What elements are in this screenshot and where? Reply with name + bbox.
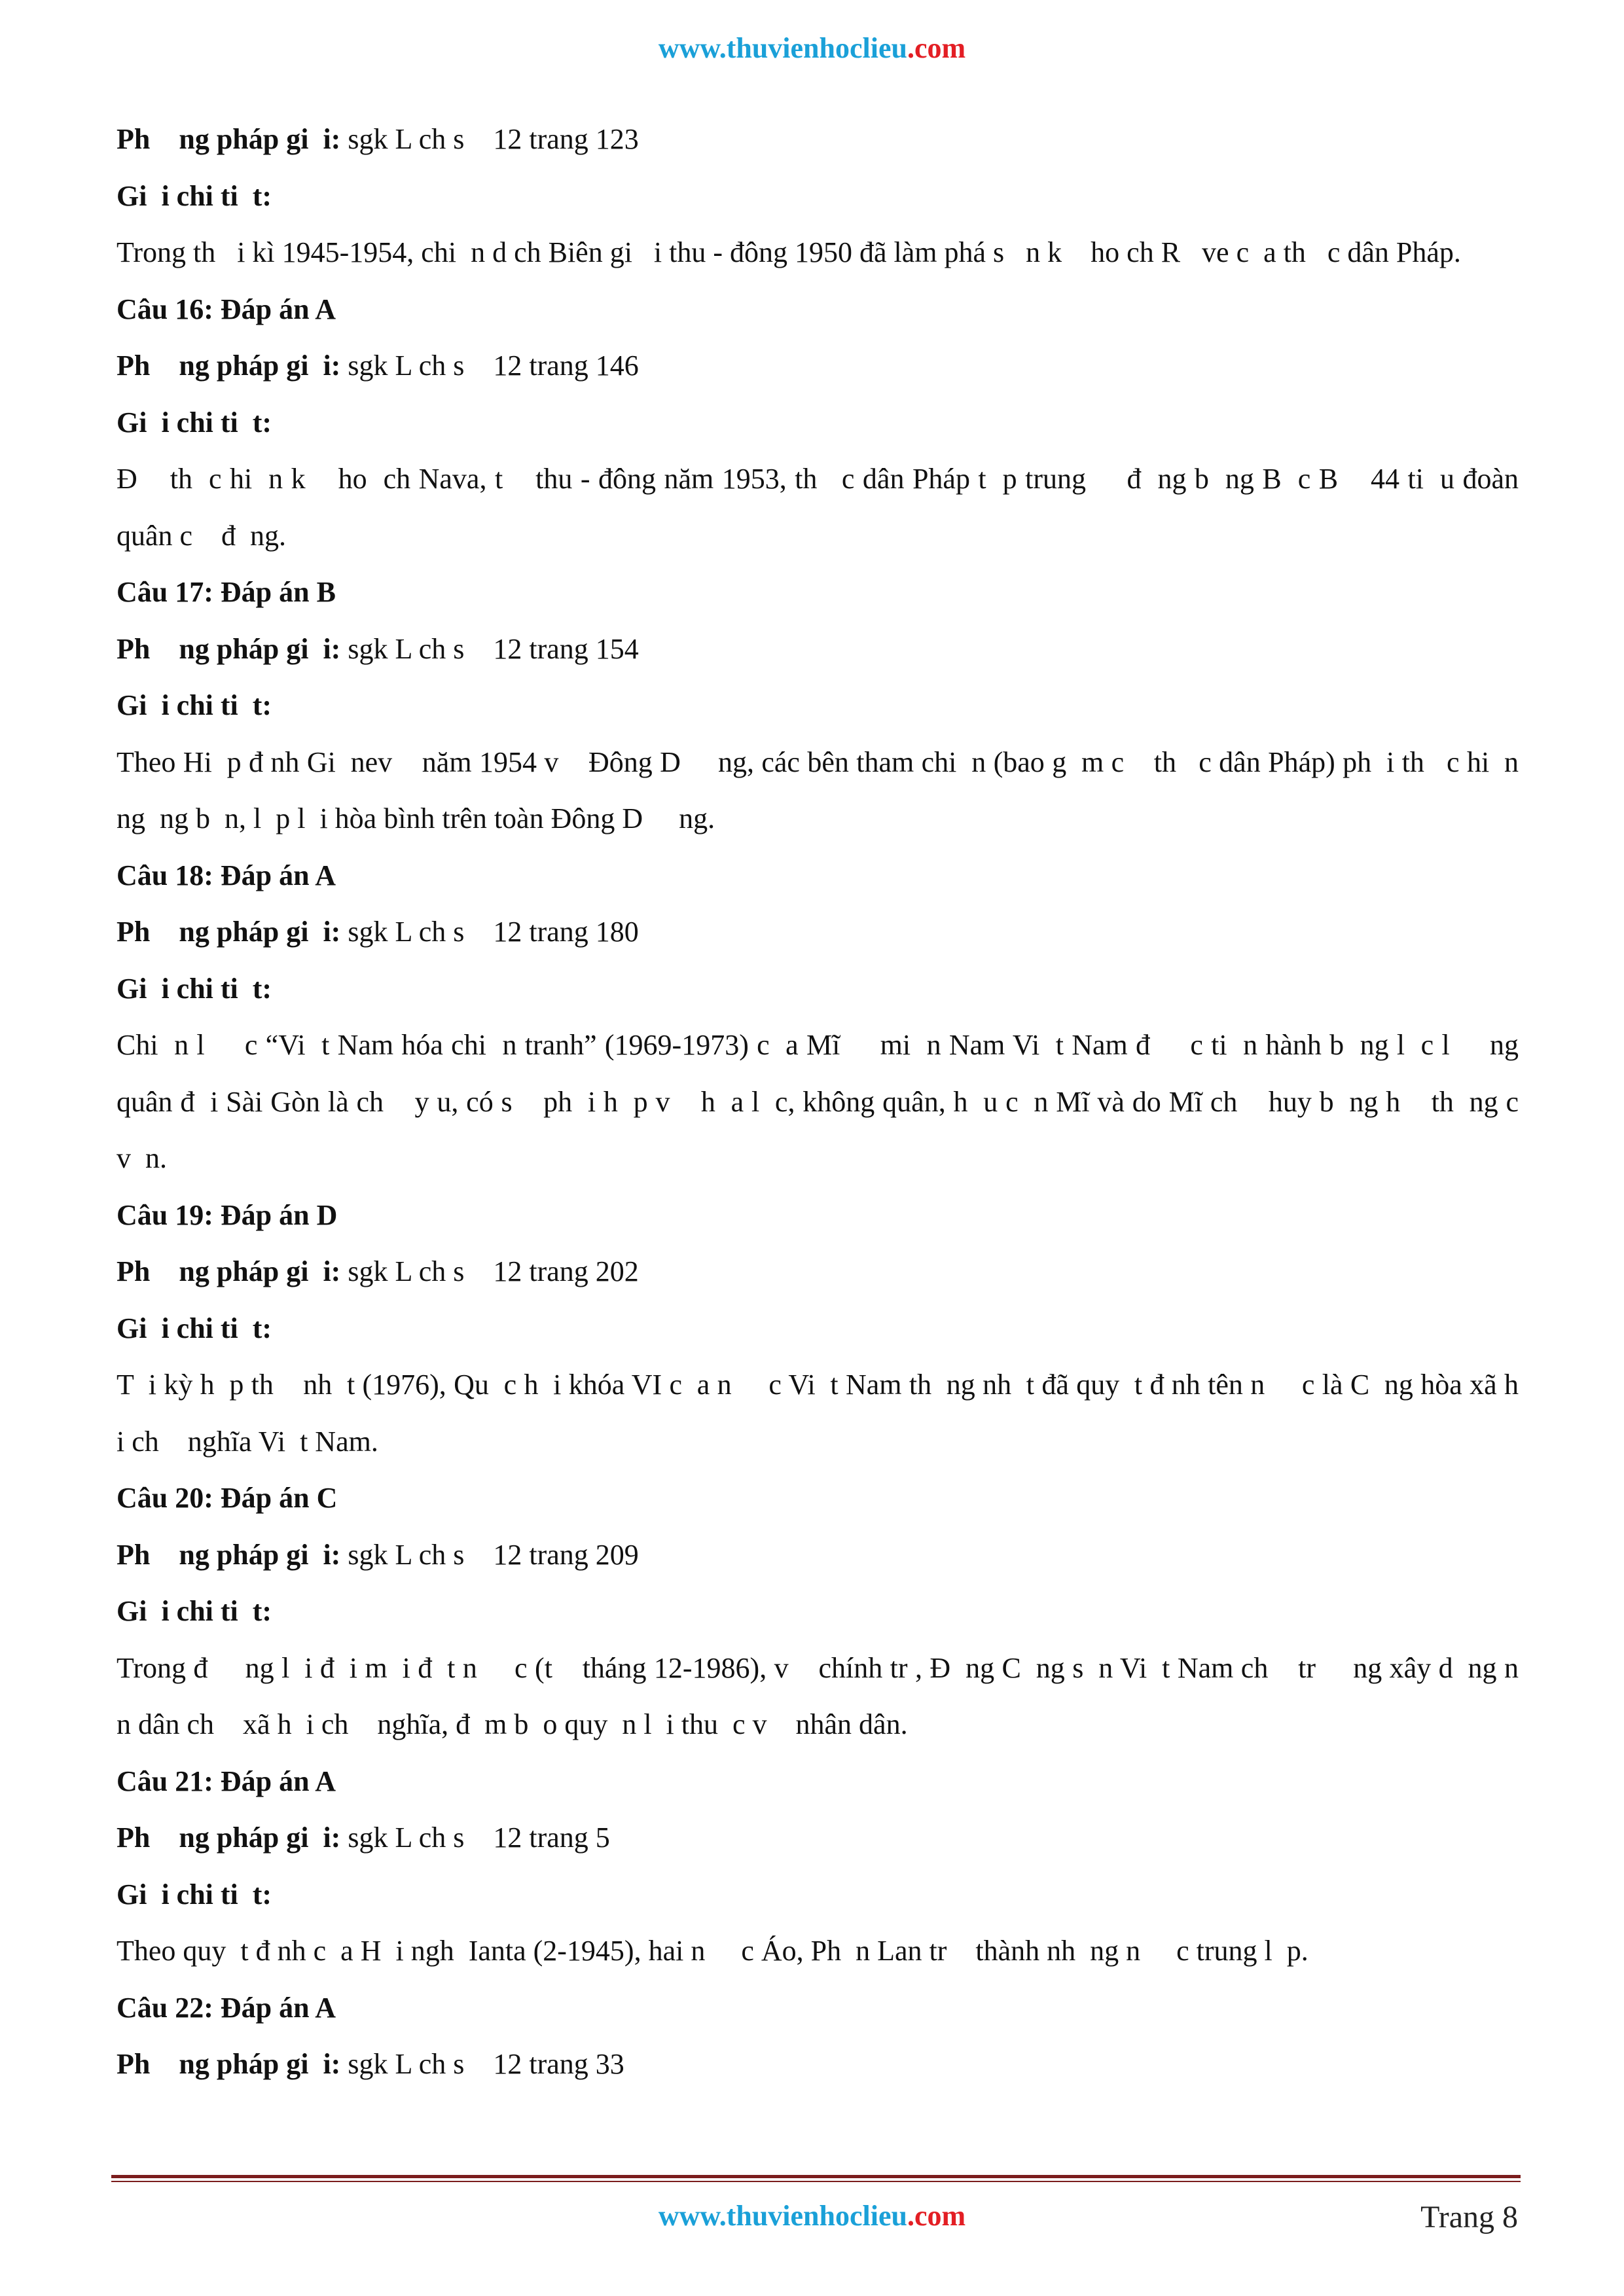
method-label: Ph ng pháp gi i:: [117, 632, 341, 665]
method-reference: sgk L ch s 12 trang 209: [340, 1538, 639, 1571]
method-label: Ph ng pháp gi i:: [117, 1538, 341, 1571]
question-answer-heading: Câu 19: Đáp án D: [117, 1198, 338, 1231]
question-answer-heading: Câu 17: Đáp án B: [117, 576, 336, 608]
method-line: [117, 338, 1519, 395]
question-answer-heading: Câu 18: Đáp án A: [117, 859, 336, 891]
header-link[interactable]: [659, 32, 965, 64]
question-answer-heading: Câu 20: Đáp án C: [117, 1482, 338, 1514]
detail-heading: Gi i chi ti t:: [117, 406, 272, 439]
question-answer-heading: Câu 22: Đáp án A: [117, 1991, 336, 2024]
page-number: Trang 8: [1420, 2200, 1518, 2234]
header-site-name: www.thuvienhoclieu: [658, 32, 907, 64]
answer-explanation: Đ th c hi n k ho ch Nava, t thu - đông năm 1953, th c dân Pháp t p trung đ ng b ng B c B 44 ti u đoàn quân c đ ng.: [117, 463, 1526, 552]
method-reference: sgk L ch s 12 trang 154: [340, 632, 639, 665]
method-line: [117, 1810, 1519, 1867]
method-reference: sgk L ch s 12 trang 180: [340, 916, 639, 948]
page-header: [0, 31, 1624, 65]
method-reference: sgk L ch s 12 trang 202: [340, 1255, 639, 1287]
question-answer-heading: Câu 16: Đáp án A: [117, 293, 336, 325]
method-line: [117, 111, 1519, 168]
answer-explanation: Theo quy t đ nh c a H i ngh Ianta (2-1945), hai n c Áo, Ph n Lan tr thành nh ng n c trung l p.: [117, 1935, 1308, 1967]
detail-heading: Gi i chi ti t:: [117, 1595, 272, 1627]
method-label: Ph ng pháp gi i:: [117, 350, 341, 382]
method-line: [117, 1244, 1519, 1300]
answer-explanation: Chi n l c “Vi t Nam hóa chi n tranh” (1969-1973) c a Mĩ mi n Nam Vi t Nam đ c ti n hành b ng l c l ng quân đ i Sài Gòn là ch y u, có s ph i h p v h a l c, không quân, h u c n Mĩ và do Mĩ ch huy b ng h th ng c v n.: [117, 1029, 1547, 1174]
method-line: [117, 2036, 1519, 2093]
header-site-tld: .com: [907, 32, 966, 64]
document-body: [117, 111, 1547, 2093]
method-label: Ph ng pháp gi i:: [117, 1255, 341, 1287]
method-label: Ph ng pháp gi i:: [117, 123, 341, 155]
answer-explanation: Trong đ ng l i đ i m i đ t n c (t tháng 12-1986), v chính tr , Đ ng C ng s n Vi t Nam ch tr ng xây d ng n n dân ch xã h i ch nghĩa, đ m b o quy n l i thu c v nhân dân.: [117, 1651, 1533, 1740]
footer-link[interactable]: [659, 2200, 965, 2232]
footer-rule-thin: [111, 2181, 1521, 2182]
detail-heading: Gi i chi ti t:: [117, 1878, 272, 1910]
method-label: Ph ng pháp gi i:: [117, 916, 341, 948]
method-reference: sgk L ch s 12 trang 123: [340, 123, 639, 155]
method-reference: sgk L ch s 12 trang 5: [340, 1821, 610, 1854]
detail-heading: Gi i chi ti t:: [117, 689, 272, 721]
method-line: [117, 1527, 1519, 1584]
method-label: Ph ng pháp gi i:: [117, 1821, 341, 1854]
method-line: [117, 904, 1519, 961]
method-reference: sgk L ch s 12 trang 146: [340, 350, 639, 382]
answer-explanation: Trong th i kì 1945-1954, chi n d ch Biên gi i thu - đông 1950 đã làm phá s n k ho ch R ve c a th c dân Pháp.: [117, 236, 1461, 268]
method-line: [117, 621, 1519, 678]
method-label: Ph ng pháp gi i:: [117, 2048, 341, 2080]
answer-explanation: Theo Hi p đ nh Gi nev năm 1954 v Đông D ng, các bên tham chi n (bao g m c th c dân Pháp) ph i th c hi n ng ng b n, l p l i hòa bình trên toàn Đông D ng.: [117, 745, 1526, 834]
detail-heading: Gi i chi ti t:: [117, 179, 272, 212]
page-footer: [0, 2199, 1624, 2233]
answer-explanation: T i kỳ h p th nh t (1976), Qu c h i khóa VI c a n c Vi t Nam th ng nh t đã quy t đ nh tên n c là C ng hòa xã h i ch nghĩa Vi t Nam.: [117, 1369, 1533, 1458]
footer-site-name: www.thuvienhoclieu: [658, 2200, 907, 2232]
footer-site-tld: .com: [907, 2200, 966, 2232]
question-answer-heading: Câu 21: Đáp án A: [117, 1765, 336, 1797]
detail-heading: Gi i chi ti t:: [117, 972, 272, 1005]
method-reference: sgk L ch s 12 trang 33: [340, 2048, 624, 2080]
detail-heading: Gi i chi ti t:: [117, 1312, 272, 1344]
footer-rule-thick: [111, 2175, 1521, 2178]
